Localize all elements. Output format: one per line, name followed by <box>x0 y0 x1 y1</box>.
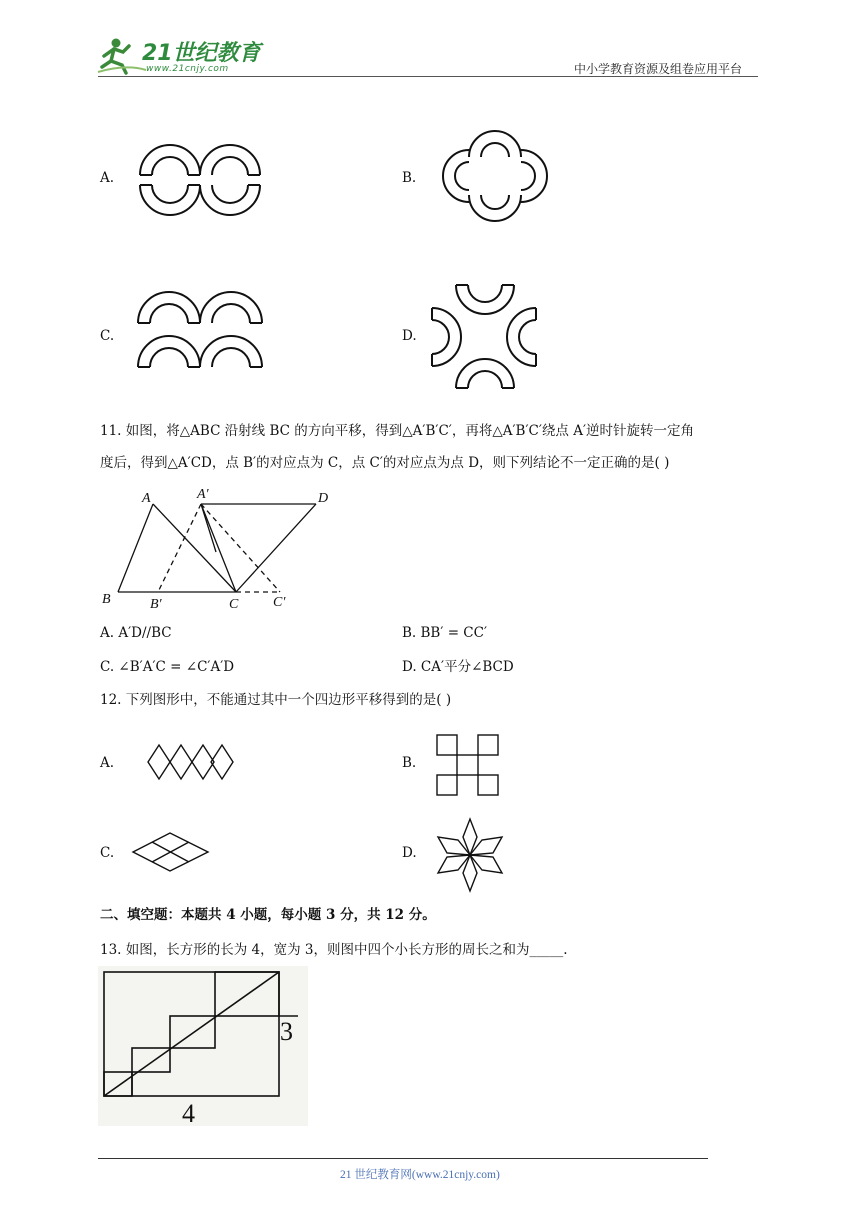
q12-stem: 12. 下列图形中，不能通过其中一个四边形平移得到的是( ) <box>100 692 452 708</box>
q11-label-a-prime: A′ <box>197 487 209 502</box>
q10-option-d-figure <box>430 280 540 395</box>
q11-label-b-prime: B′ <box>150 597 162 612</box>
header-logo <box>96 34 266 78</box>
footer-divider <box>98 1158 708 1159</box>
q10-option-a-figure <box>130 135 270 225</box>
q12-option-b-figure <box>434 732 504 800</box>
q11-label-c-prime: C′ <box>273 595 286 610</box>
q11-option-a: A. A′D//BC <box>100 625 172 641</box>
section2-title: 二、填空题：本题共 4 小题，每小题 3 分，共 12 分。 <box>100 907 436 923</box>
logo-main-text: 21世纪教育 <box>142 41 261 66</box>
q11-stem-line1: 11. 如图，将△ABC 沿射线 BC 的方向平移，得到△A′B′C′，再将△A′B′C′绕点 A′逆时针旋转一定角 <box>100 423 695 439</box>
q12-option-c-figure <box>130 830 212 874</box>
q10-option-c-label: C. <box>100 328 115 344</box>
q12-option-a-label: A. <box>100 755 115 771</box>
q11-option-c: C. ∠B′A′C = ∠C′A′D <box>100 659 235 675</box>
q10-option-b-figure <box>425 115 565 240</box>
q12-option-d-label: D. <box>402 845 417 861</box>
q12-option-b-label: B. <box>402 755 417 771</box>
q11-label-b: B <box>102 592 111 607</box>
q13-stem: 13. 如图，长方形的长为 4，宽为 3，则图中四个小长方形的周长之和为_____. <box>100 942 568 958</box>
q12-option-c-label: C. <box>100 845 115 861</box>
header-platform-text: 中小学教育资源及组卷应用平台 <box>574 62 743 76</box>
q11-option-b: B. BB′ = CC′ <box>402 625 488 641</box>
q11-figure <box>98 482 348 612</box>
q13-width-label: 3 <box>280 1017 293 1046</box>
header-divider <box>98 76 758 77</box>
logo-url-text: www.21cnjy.com <box>146 64 229 74</box>
q10-option-d-label: D. <box>402 328 417 344</box>
q12-option-a-figure <box>145 742 235 782</box>
q10-option-a-label: A. <box>100 170 115 186</box>
q11-label-a: A <box>142 491 151 506</box>
q11-label-c: C <box>229 597 239 612</box>
q11-label-d: D <box>318 491 329 506</box>
q12-option-d-figure <box>430 816 510 894</box>
q10-option-c-figure <box>130 285 270 375</box>
q11-stem-line2: 度后，得到△A′CD，点 B′的对应点为 C，点 C′的对应点为点 D，则下列结论不一定正确的是( ) <box>100 455 670 471</box>
q11-option-d: D. CA′平分∠BCD <box>402 659 514 675</box>
q10-option-b-label: B. <box>402 170 417 186</box>
q13-length-label: 4 <box>182 1099 195 1126</box>
q13-figure <box>98 966 308 1126</box>
footer-text[interactable]: 21 世纪教育网(www.21cnjy.com) <box>340 1169 500 1181</box>
